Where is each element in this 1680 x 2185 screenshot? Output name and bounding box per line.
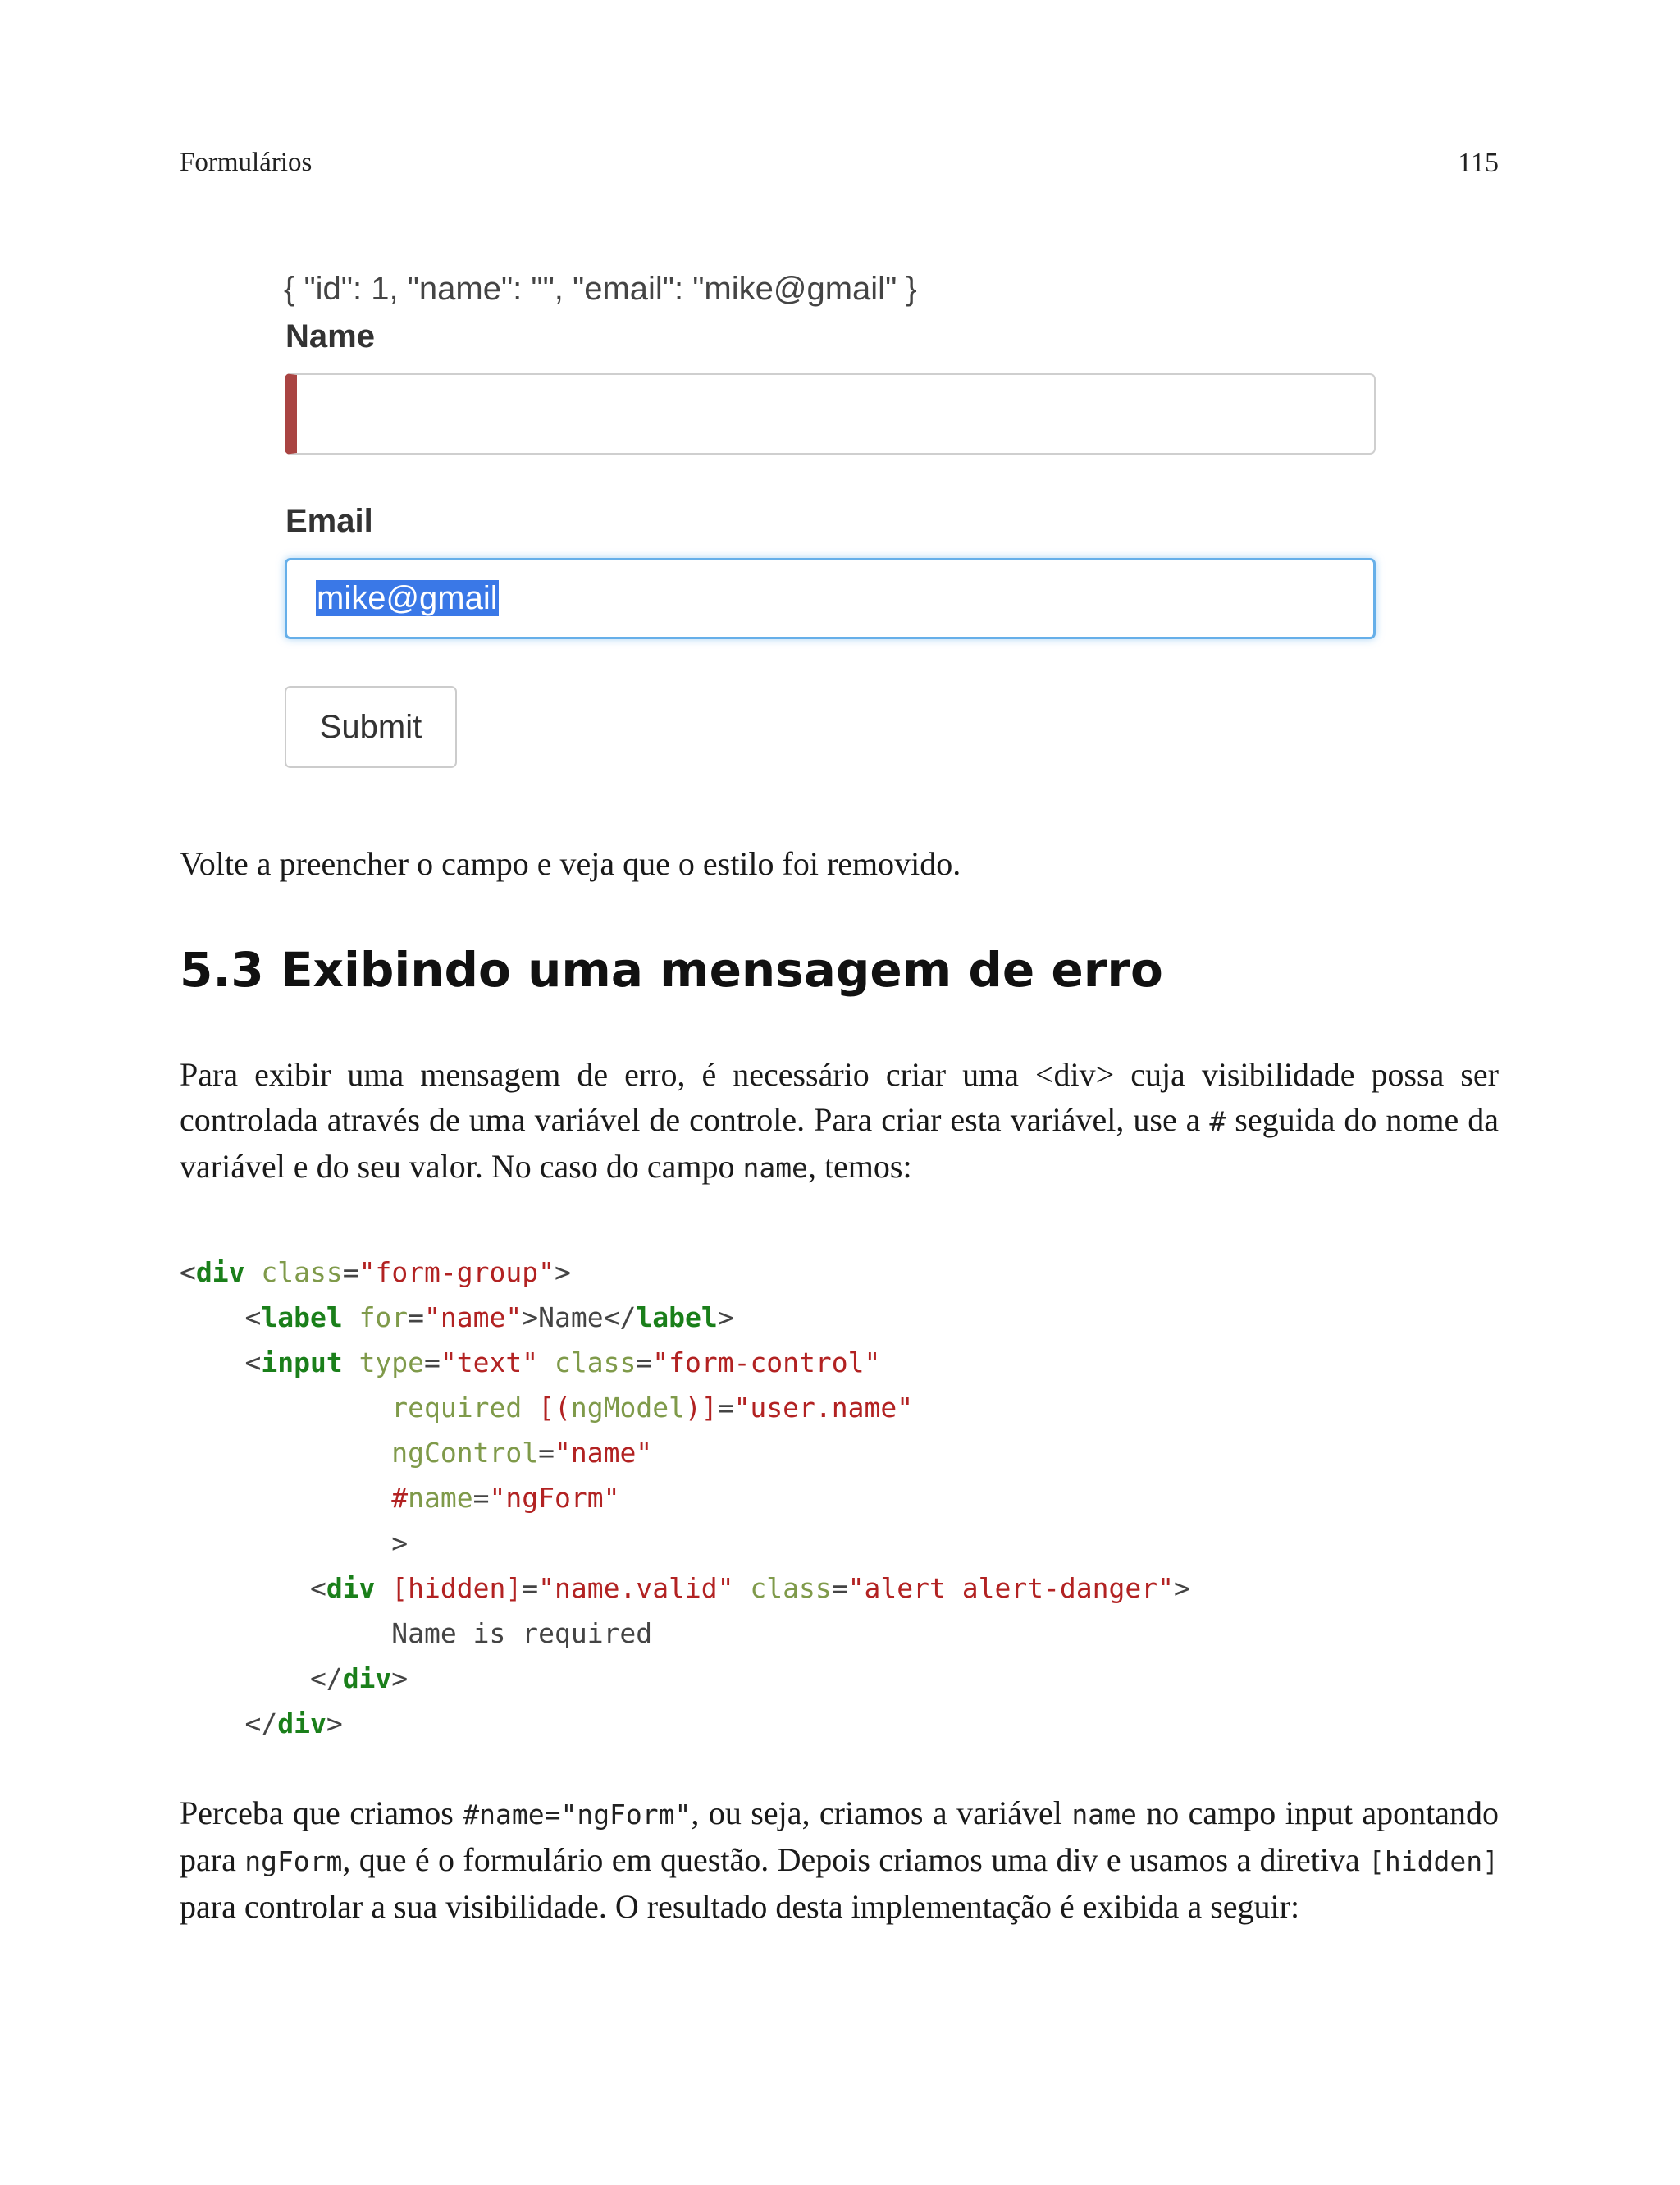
paragraph-explanation-text-3: no campo input apontando para <box>180 1794 1500 1878</box>
code-token: required <box>391 1392 523 1424</box>
code-token: class <box>555 1346 637 1378</box>
hidden-directive-code: [hidden] <box>1368 1845 1500 1877</box>
code-token: = <box>717 1392 734 1424</box>
code-token: = <box>522 1572 539 1604</box>
code-token <box>375 1572 391 1604</box>
code-token: "user.name" <box>733 1392 914 1424</box>
code-line <box>180 1475 1190 1520</box>
code-token: > <box>180 1527 409 1559</box>
code-token: > <box>391 1662 409 1694</box>
name-variable-code: name <box>1071 1799 1137 1831</box>
code-line <box>180 1566 1190 1611</box>
code-block <box>180 1250 1190 1746</box>
code-line <box>180 1701 1190 1746</box>
code-token: "name.valid" <box>538 1572 734 1604</box>
code-token: div <box>342 1662 392 1694</box>
code-token: for <box>358 1301 409 1333</box>
code-token: # <box>391 1482 409 1514</box>
ngform-code: ngForm <box>244 1845 343 1877</box>
hash-code: # <box>1209 1105 1226 1137</box>
code-token: > <box>1174 1572 1190 1604</box>
code-token <box>343 1301 359 1333</box>
paragraph-explanation-text-2: , ou seja, criamos a variável <box>691 1794 1072 1831</box>
paragraph-style-removed: Volte a preencher o campo e veja que o estilo foi removido. <box>180 845 961 882</box>
code-token: < <box>180 1346 262 1378</box>
code-token: "text" <box>440 1346 539 1378</box>
code-token <box>180 1482 391 1514</box>
code-line <box>180 1611 1190 1656</box>
submit-button[interactable]: Submit <box>285 686 457 768</box>
code-line <box>180 1520 1190 1566</box>
code-token: "alert alert-danger" <box>847 1572 1174 1604</box>
code-token: label <box>261 1301 343 1333</box>
code-token <box>522 1392 538 1424</box>
model-json-output: { "id": 1, "name": "", "email": "mike@gmail" } <box>284 271 917 307</box>
section-heading: 5.3 Exibindo uma mensagem de erro <box>180 942 1163 998</box>
email-input-value: mike@gmail <box>317 580 498 616</box>
code-token: "ngForm" <box>489 1482 620 1514</box>
code-token: div <box>277 1707 326 1739</box>
code-token: [hidden] <box>391 1572 523 1604</box>
code-token: div <box>195 1256 245 1288</box>
code-token: < <box>180 1301 262 1333</box>
code-token: label <box>636 1301 718 1333</box>
name-input[interactable] <box>285 373 1376 455</box>
form-screenshot <box>282 271 1385 779</box>
name-label: Name <box>285 318 375 354</box>
code-token <box>538 1346 555 1378</box>
code-token: = <box>408 1301 425 1333</box>
code-token <box>244 1256 261 1288</box>
code-token: = <box>424 1346 441 1378</box>
code-token: = <box>538 1437 555 1469</box>
paragraph-intro-text-2: seguida do nome da variável e do seu valor. No caso do campo <box>180 1101 1499 1185</box>
code-token: "name" <box>424 1301 523 1333</box>
email-input[interactable] <box>285 558 1376 639</box>
code-line <box>180 1385 1190 1430</box>
code-line <box>180 1656 1190 1701</box>
code-token: class <box>261 1256 343 1288</box>
code-token: </ <box>180 1662 343 1694</box>
email-label: Email <box>285 503 373 539</box>
code-token: < <box>180 1256 196 1288</box>
code-token <box>180 1392 391 1424</box>
code-token: "form-group" <box>358 1256 555 1288</box>
code-token: > <box>717 1301 734 1333</box>
code-token: class <box>750 1572 832 1604</box>
paragraph-explanation <box>180 1790 1499 1929</box>
code-token: = <box>636 1346 653 1378</box>
code-token: )] <box>684 1392 718 1424</box>
code-line <box>180 1430 1190 1475</box>
code-token: ngControl <box>391 1437 539 1469</box>
paragraph-intro <box>180 1052 1499 1191</box>
code-token: [( <box>538 1392 571 1424</box>
paragraph-intro-text-3: , temos: <box>807 1148 912 1185</box>
paragraph-explanation-text-1: Perceba que criamos <box>180 1794 463 1831</box>
code-line <box>180 1340 1190 1385</box>
paragraph-explanation-text-4: , que é o formulário em questão. Depois criamos uma div e usamos a diretiva <box>342 1841 1369 1878</box>
code-token <box>180 1437 391 1469</box>
code-token: "name" <box>554 1437 653 1469</box>
code-token: >Name</ <box>522 1301 637 1333</box>
page-number: 115 <box>1458 148 1499 178</box>
code-line <box>180 1250 1190 1295</box>
name-code: name <box>742 1152 808 1184</box>
code-token <box>343 1346 359 1378</box>
code-token: Name is required <box>180 1617 653 1649</box>
code-token: = <box>472 1482 490 1514</box>
ngform-variable-code: #name="ngForm" <box>463 1799 692 1831</box>
code-token: </ <box>180 1707 278 1739</box>
paragraph-explanation-text-5: para controlar a sua visibilidade. O resultado desta implementação é exibida a seguir: <box>180 1888 1300 1925</box>
code-token <box>734 1572 751 1604</box>
code-line <box>180 1295 1190 1340</box>
code-token: > <box>555 1256 571 1288</box>
code-token: input <box>261 1346 343 1378</box>
code-token: div <box>326 1572 376 1604</box>
code-token: name <box>408 1482 473 1514</box>
paragraph-intro-text-1: Para exibir uma mensagem de erro, é necessário criar uma <div> cuja visibilidade possa ser controlada através de uma variável de controle. Para criar esta variável, use a <box>180 1056 1499 1138</box>
code-token: = <box>831 1572 848 1604</box>
code-token: "form-control" <box>652 1346 881 1378</box>
code-token: > <box>326 1707 343 1739</box>
code-token: = <box>342 1256 359 1288</box>
code-token: ngModel <box>570 1392 685 1424</box>
code-token: type <box>358 1346 425 1378</box>
code-token: < <box>180 1572 326 1604</box>
running-title: Formulários <box>180 148 313 177</box>
